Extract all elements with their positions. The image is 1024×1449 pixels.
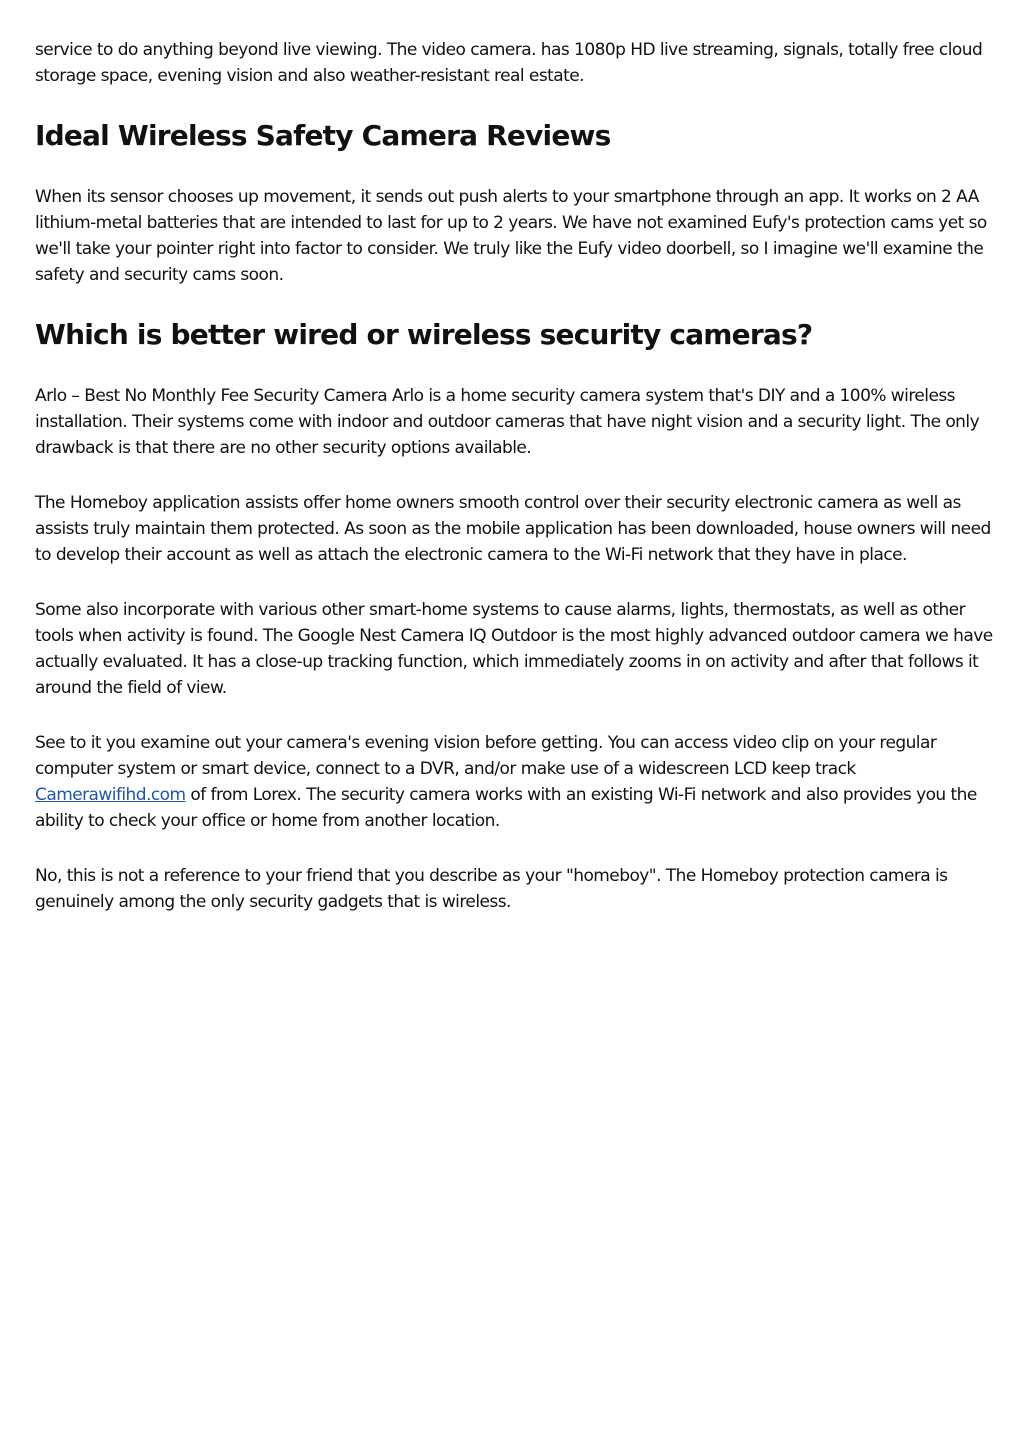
document-page xyxy=(35,37,993,944)
heading-wired-or-wireless: Which is better wired or wireless security cameras? xyxy=(35,318,813,351)
paragraph-homeboy-app: The Homeboy application assists offer home owners smooth control over their security electronic camera as well as assists truly maintain them protected. As soon as the mobile application has been downloaded, house owners will need to develop their account as well as attach the electronic camera to the Wi-Fi network that they have in place. xyxy=(35,493,991,565)
camerawifihd-link[interactable]: Camerawifihd.com xyxy=(35,785,186,805)
paragraph-intro: service to do anything beyond live viewing. The video camera. has 1080p HD live streaming, signals, totally free cloud storage space, evening vision and also weather-resistant real estate. xyxy=(35,40,983,86)
paragraph-evening-vision xyxy=(35,730,993,834)
paragraph-smart-home: Some also incorporate with various other smart-home systems to cause alarms, lights, thermostats, as well as other tools when activity is found. The Google Nest Camera IQ Outdoor is the most highly advanced outdoor camera we have actually evaluated. It has a close-up tracking function, which immediately zooms in on activity and after that follows it around the field of view. xyxy=(35,600,993,698)
paragraph-homeboy-camera: No, this is not a reference to your friend that you describe as your "homeboy". The Homeboy protection camera is genuinely among the only security gadgets that is wireless. xyxy=(35,866,948,912)
heading-ideal-wireless-safety-camera-reviews: Ideal Wireless Safety Camera Reviews xyxy=(35,119,611,152)
paragraph-eufy: When its sensor chooses up movement, it sends out push alerts to your smartphone through an app. It works on 2 AA lithium-metal batteries that are intended to last for up to 2 years. We have not examined Eufy's protection cams yet so we'll take your pointer right into factor to consider. We truly like the Eufy video doorbell, so I imagine we'll examine the safety and security cams soon. xyxy=(35,187,987,285)
paragraph-evening-vision-text-end: of from Lorex. The security camera works with an existing Wi-Fi network and also provides you the ability to check your office or home from another location. xyxy=(35,785,977,831)
paragraph-arlo: Arlo – Best No Monthly Fee Security Camera Arlo is a home security camera system that's DIY and a 100% wireless installation. Their systems come with indoor and outdoor cameras that have night vision and a security light. The only drawback is that there are no other security options available. xyxy=(35,386,980,458)
paragraph-evening-vision-text-start: See to it you examine out your camera's evening vision before getting. You can access video clip on your regular computer system or smart device, connect to a DVR, and/or make use of a widescreen LCD keep track xyxy=(35,733,937,779)
